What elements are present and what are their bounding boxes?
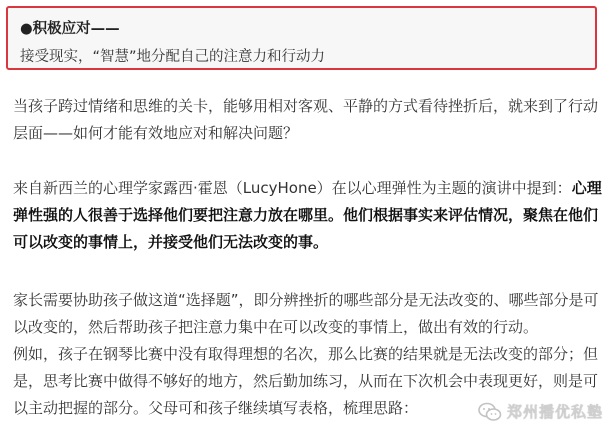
paragraph-intro: 当孩子跨过情绪和思维的关卡，能够用相对客观、平静的方式看待挫折后，就来到了行动层面——如何才能有效地应对和解决问题？ (13, 97, 599, 142)
paragraph-quote-intro: 来自新西兰的心理学家露西·霍恩（LucyHone）在以心理弹性为主题的演讲中提到： (13, 179, 572, 197)
callout-box (6, 6, 597, 70)
paragraph-quote-bold: 心理弹性强的人很善于选择他们要把注意力放在哪里。他们根据事实来评估情况，聚焦在他们可以改变的事情上，并接受他们无法改变的事。 (13, 179, 602, 251)
paragraph-advice-line1: 家长需要协助孩子做这道“选择题”，即分辨挫折的哪些部分是无法改变的、哪些部分是可以改变的，然后帮助孩子把注意力集中在可以改变的事情上，做出有效的行动。 (13, 291, 599, 336)
callout-heading: ●积极应对—— (20, 21, 120, 37)
wechat-icon (478, 402, 502, 422)
watermark-text: 郑州播优私塾 (506, 403, 603, 421)
paragraph-quote (13, 175, 603, 256)
callout-subtitle: 接受现实，“智慧”地分配自己的注意力和行动力 (20, 49, 326, 65)
watermark (478, 401, 603, 422)
paragraph-advice-line2: 例如，孩子在钢琴比赛中没有取得理想的名次，那么比赛的结果就是无法改变的部分；但是，思考比赛中做得不够好的地方，然后勤加练习，从而在下次机会中表现更好，则是可以主动把握的部分。父母可和孩子继续填写表格，梳理思路： (13, 345, 599, 417)
